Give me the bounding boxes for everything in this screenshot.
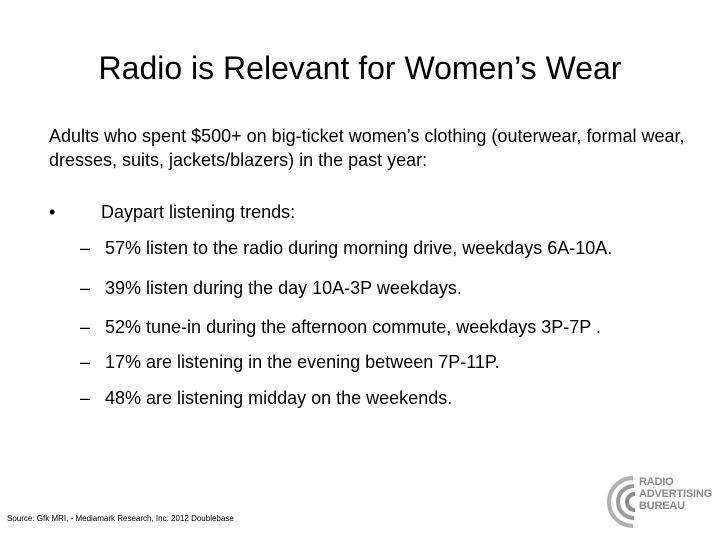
dash-mark: – — [80, 317, 91, 337]
logo-line: BUREAU — [639, 500, 685, 512]
logo-line: ADVERTISING — [639, 488, 712, 500]
rab-logo — [603, 470, 713, 532]
page-title: Radio is Relevant for Women’s Wear — [98, 50, 622, 86]
dash-mark: – — [80, 278, 91, 298]
sub-item — [80, 386, 452, 410]
sub-item-text: 52% tune-in during the afternoon commute, weekdays 3P-7P . — [105, 317, 601, 337]
bullet-mark: • — [49, 202, 56, 222]
intro-paragraph: Adults who spent $500+ on big-ticket women’s clothing (outerwear, formal wear, dresses, suits, jackets/blazers) in the past year: — [49, 126, 685, 170]
sub-item — [80, 276, 462, 300]
source-note: Source: Gfk MRI, - Mediamark Research, Inc. 2012 Doublebase — [7, 514, 234, 523]
sub-item — [80, 315, 601, 339]
sub-item-text: 48% are listening midday on the weekends. — [105, 388, 453, 408]
dash-mark: – — [80, 388, 91, 408]
sub-item — [80, 350, 500, 374]
sub-item-text: 39% listen during the day 10A-3P weekdays. — [105, 278, 462, 298]
dash-mark: – — [80, 238, 91, 258]
radio-waves-icon — [603, 472, 639, 532]
logo-line: RADIO — [639, 476, 674, 488]
sub-item-text: 17% are listening in the evening between 7P-11P. — [105, 352, 500, 372]
dash-mark: – — [80, 352, 91, 372]
sub-item — [80, 236, 612, 260]
sub-item-text: 57% listen to the radio during morning drive, weekdays 6A-10A. — [105, 238, 613, 258]
bullet-text: Daypart listening trends: — [101, 202, 296, 222]
